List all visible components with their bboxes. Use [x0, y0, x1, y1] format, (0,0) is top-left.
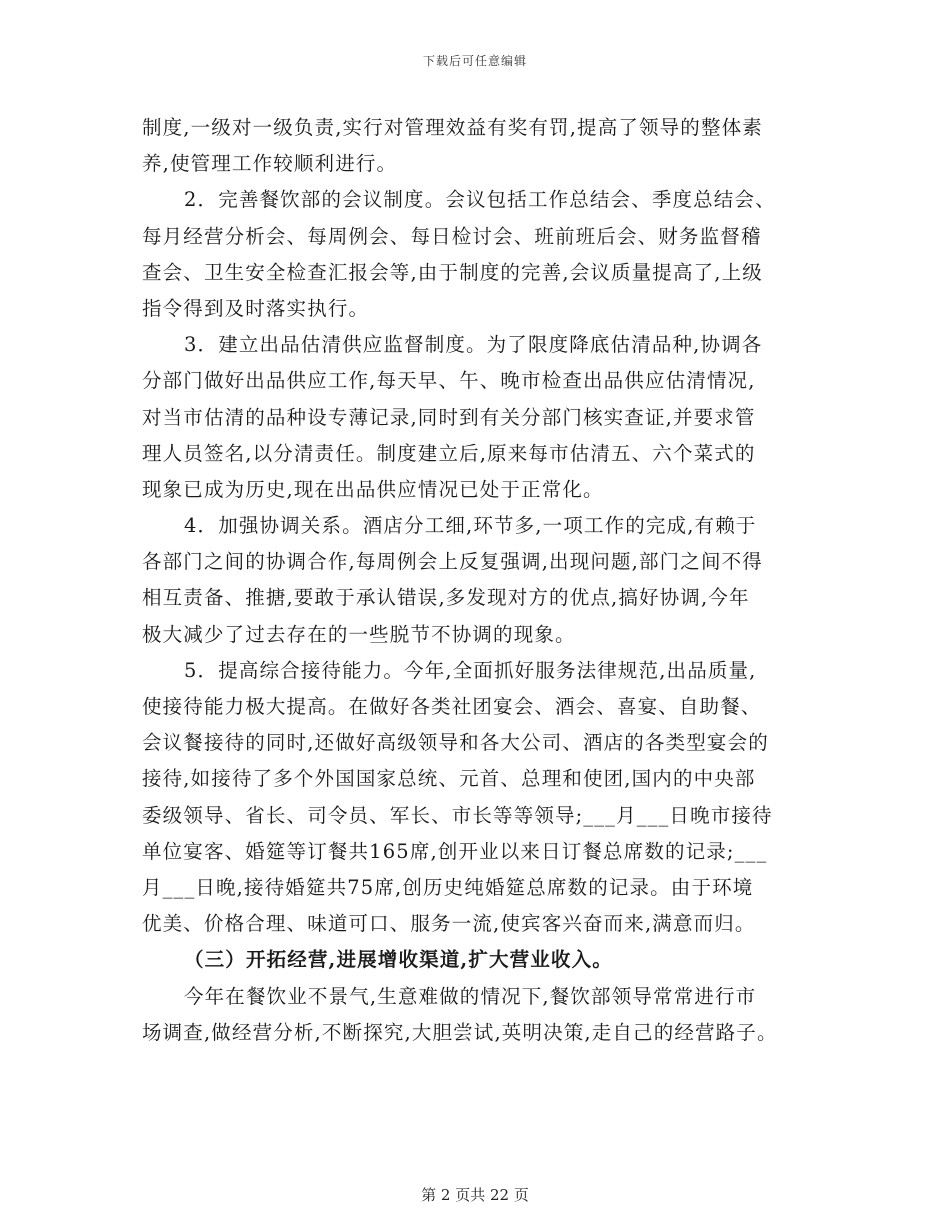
text-line: 对当市估清的品种设专薄记录,同时到有关分部门核实查证,并要求管: [142, 405, 756, 429]
text-line: 相互责备、推搪,要敢于承认错误,多发现对方的优点,搞好协调,今年: [142, 586, 750, 610]
paragraph-start-line: 今年在餐饮业不景气,生意难做的情况下,餐饮部领导常常进行市: [184, 984, 757, 1008]
document-body: [142, 110, 822, 1051]
text-line: 分部门做好出品供应工作,每天早、午、晚市检查出品供应估清情况,: [142, 369, 756, 393]
text-line: 会议餐接待的同时,还做好高级领导和各大公司、酒店的各类型宴会的: [142, 731, 769, 755]
text-line: 各部门之间的协调合作,每周例会上反复强调,出现问题,部门之间不得: [142, 550, 763, 574]
paragraph-start-line: 4．加强协调关系。酒店分工细,环节多,一项工作的完成,有赖于: [184, 514, 757, 538]
text-line: 理人员签名,以分清责任。制度建立后,原来每市估清五、六个菜式的: [142, 441, 756, 465]
text-line: 极大减少了过去存在的一些脱节不协调的现象。: [142, 622, 576, 646]
paragraph-start-line: 3．建立出品估清供应监督制度。为了限度降底估清品种,协调各: [184, 333, 763, 357]
text-line: 指令得到及时落实执行。: [142, 296, 370, 320]
text-line: 现象已成为历史,现在出品供应情况已处于正常化。: [142, 477, 604, 501]
text-line: 场调查,做经营分析,不断探究,大胆尝试,英明决策,走自己的经营路子。: [142, 1020, 778, 1044]
text-line: 养,使管理工作较顺利进行。: [142, 152, 398, 176]
text-line: 接待,如接待了多个外国国家总统、元首、总理和使团,国内的中央部: [142, 767, 756, 791]
text-line: 制度,一级对一级负责,实行对管理效益有奖有罚,提高了领导的整体素: [142, 116, 763, 139]
section-heading: （三）开拓经营,进展增收渠道,扩大营业收入。: [184, 948, 613, 972]
text-line: 查会、卫生安全检查汇报会等,由于制度的完善,会议质量提高了,上级: [142, 260, 763, 284]
text-line: 委级领导、省长、司令员、军长、市长等等领导;___月___日晚市接待: [142, 803, 773, 827]
text-line: 优美、价格合理、味道可口、服务一流,使宾客兴奋而来,满意而归。: [142, 912, 756, 936]
paragraph-start-line: 5．提高综合接待能力。今年,全面抓好服务法律规范,出品质量,: [184, 658, 757, 682]
text-line: 使接待能力极大提高。在做好各类社团宴会、酒会、喜宴、自助餐、: [142, 695, 762, 718]
text-line: 每月经营分析会、每周例会、每日检讨会、班前班后会、财务监督稽: [142, 224, 762, 248]
page-number-footer: 第 2 页共 22 页: [421, 1186, 529, 1204]
page-header: 下载后可任意编辑: [422, 54, 527, 68]
text-line: 单位宴客、婚筵等订餐共165席,创开业以来日订餐总席数的记录;___: [142, 839, 768, 863]
paragraph-start-line: 2．完善餐饮部的会议制度。会议包括工作总结会、季度总结会、: [184, 188, 776, 212]
text-line: 月___日晚,接待婚筵共75席,创历史纯婚筵总席数的记录。由于环境: [142, 875, 754, 899]
